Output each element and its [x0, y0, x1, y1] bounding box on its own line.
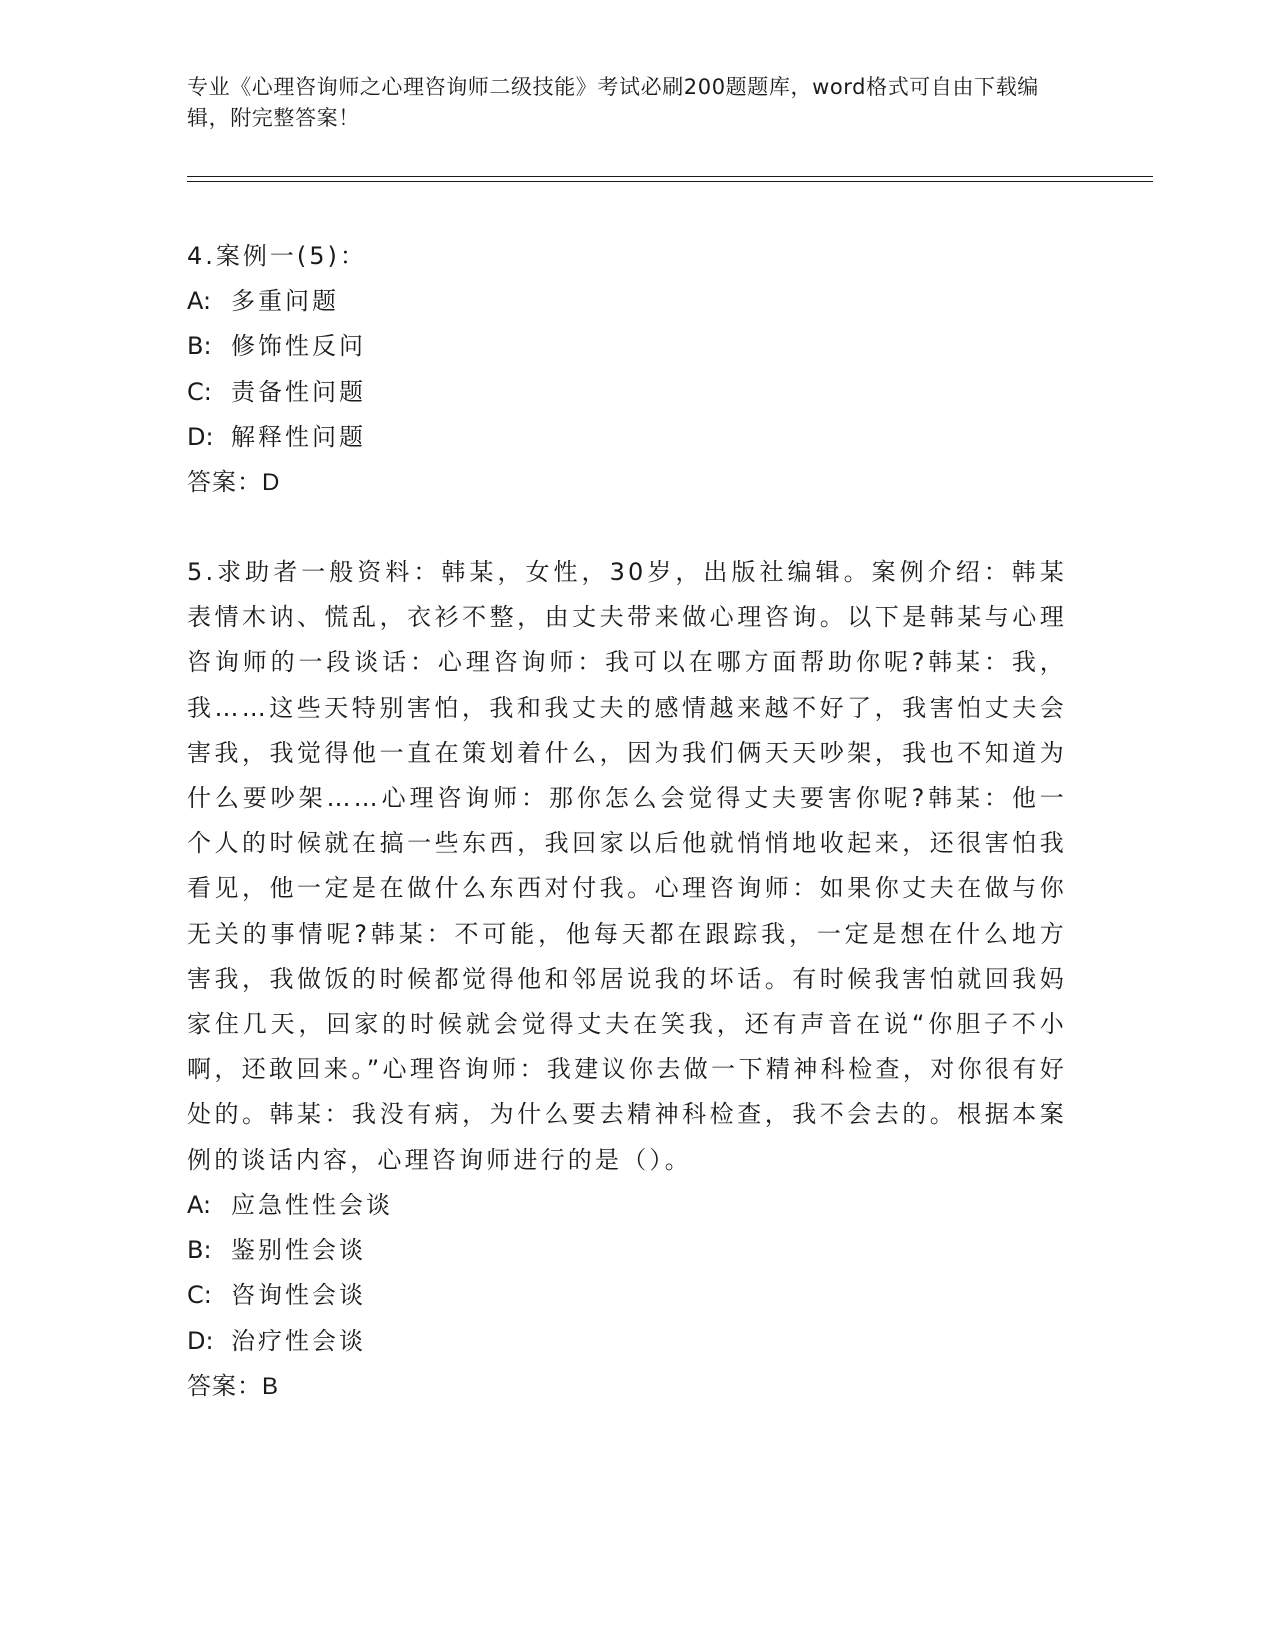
option-key: D: [187, 1326, 214, 1355]
option-key: A: [187, 287, 212, 315]
question-stem: 4.案例一(5)： [187, 242, 367, 270]
option-text: 责备性问题 [231, 377, 366, 406]
option-text: 治疗性会谈 [231, 1326, 366, 1355]
question-4 [187, 234, 1067, 506]
option-key: C: [187, 377, 212, 406]
option-text: 解释性问题 [231, 422, 366, 451]
option-text: 修饰性反问 [231, 332, 366, 361]
option-a [187, 279, 1067, 324]
option-text: 鉴别性会谈 [231, 1236, 366, 1265]
option-key: B: [187, 332, 212, 361]
option-key: B: [187, 1236, 212, 1265]
header-divider-top [187, 176, 1153, 177]
option-key: D: [187, 422, 214, 451]
option-b [187, 324, 1067, 369]
question-stem: 5.求助者一般资料：韩某，女性，30岁，出版社编辑。案例介绍：韩某表情木讷、慌乱，衣衫不整，由丈夫带来做心理咨询。以下是韩某与心理咨询师的一段谈话：心理咨询师：我可以在哪方面帮助你呢?韩某：我，我……这些天特别害怕，我和我丈夫的感情越来越不好了，我害怕丈夫会害我，我觉得他一直在策划着什么，因为我们俩天天吵架，我也不知道为什么要吵架……心理咨询师：那你怎么会觉得丈夫要害你呢?韩某：他一个人的时候就在搞一些东西，我回家以后他就悄悄地收起来，还很害怕我看见，他一定是在做什么东西对付我。心理咨询师：如果你丈夫在做与你无关的事情呢?韩某：不可能，他每天都在跟踪我，一定是想在什么地方害我，我做饭的时候都觉得他和邻居说我的坏话。有时候我害怕就回我妈家住几天，回家的时候就会觉得丈夫在笑我，还有声音在说“你胆子不小啊，还敢回来。”心理咨询师：我建议你去做一下精神科检查，对你很有好处的。韩某：我没有病，为什么要去精神科检查，我不会去的。根据本案例的谈话内容，心理咨询师进行的是（）。 [187, 558, 1067, 1174]
option-c [187, 370, 1067, 415]
option-d [187, 1319, 1067, 1364]
document-header: 专业《心理咨询师之心理咨询师二级技能》考试必刷200题题库，word格式可自由下载编辑，附完整答案！ [187, 75, 1039, 130]
option-d [187, 415, 1067, 460]
question-5 [187, 550, 1067, 1410]
option-text: 咨询性会谈 [231, 1281, 366, 1310]
answer-line: 答案：B [187, 1373, 280, 1401]
option-key: C: [187, 1281, 212, 1310]
option-b [187, 1228, 1067, 1273]
option-key: A: [187, 1190, 212, 1219]
option-a [187, 1183, 1067, 1228]
option-text: 应急性性会谈 [231, 1190, 393, 1219]
option-text: 多重问题 [231, 287, 339, 315]
header-divider-bottom [187, 181, 1153, 182]
option-c [187, 1273, 1067, 1318]
answer-line: 答案：D [187, 469, 281, 497]
